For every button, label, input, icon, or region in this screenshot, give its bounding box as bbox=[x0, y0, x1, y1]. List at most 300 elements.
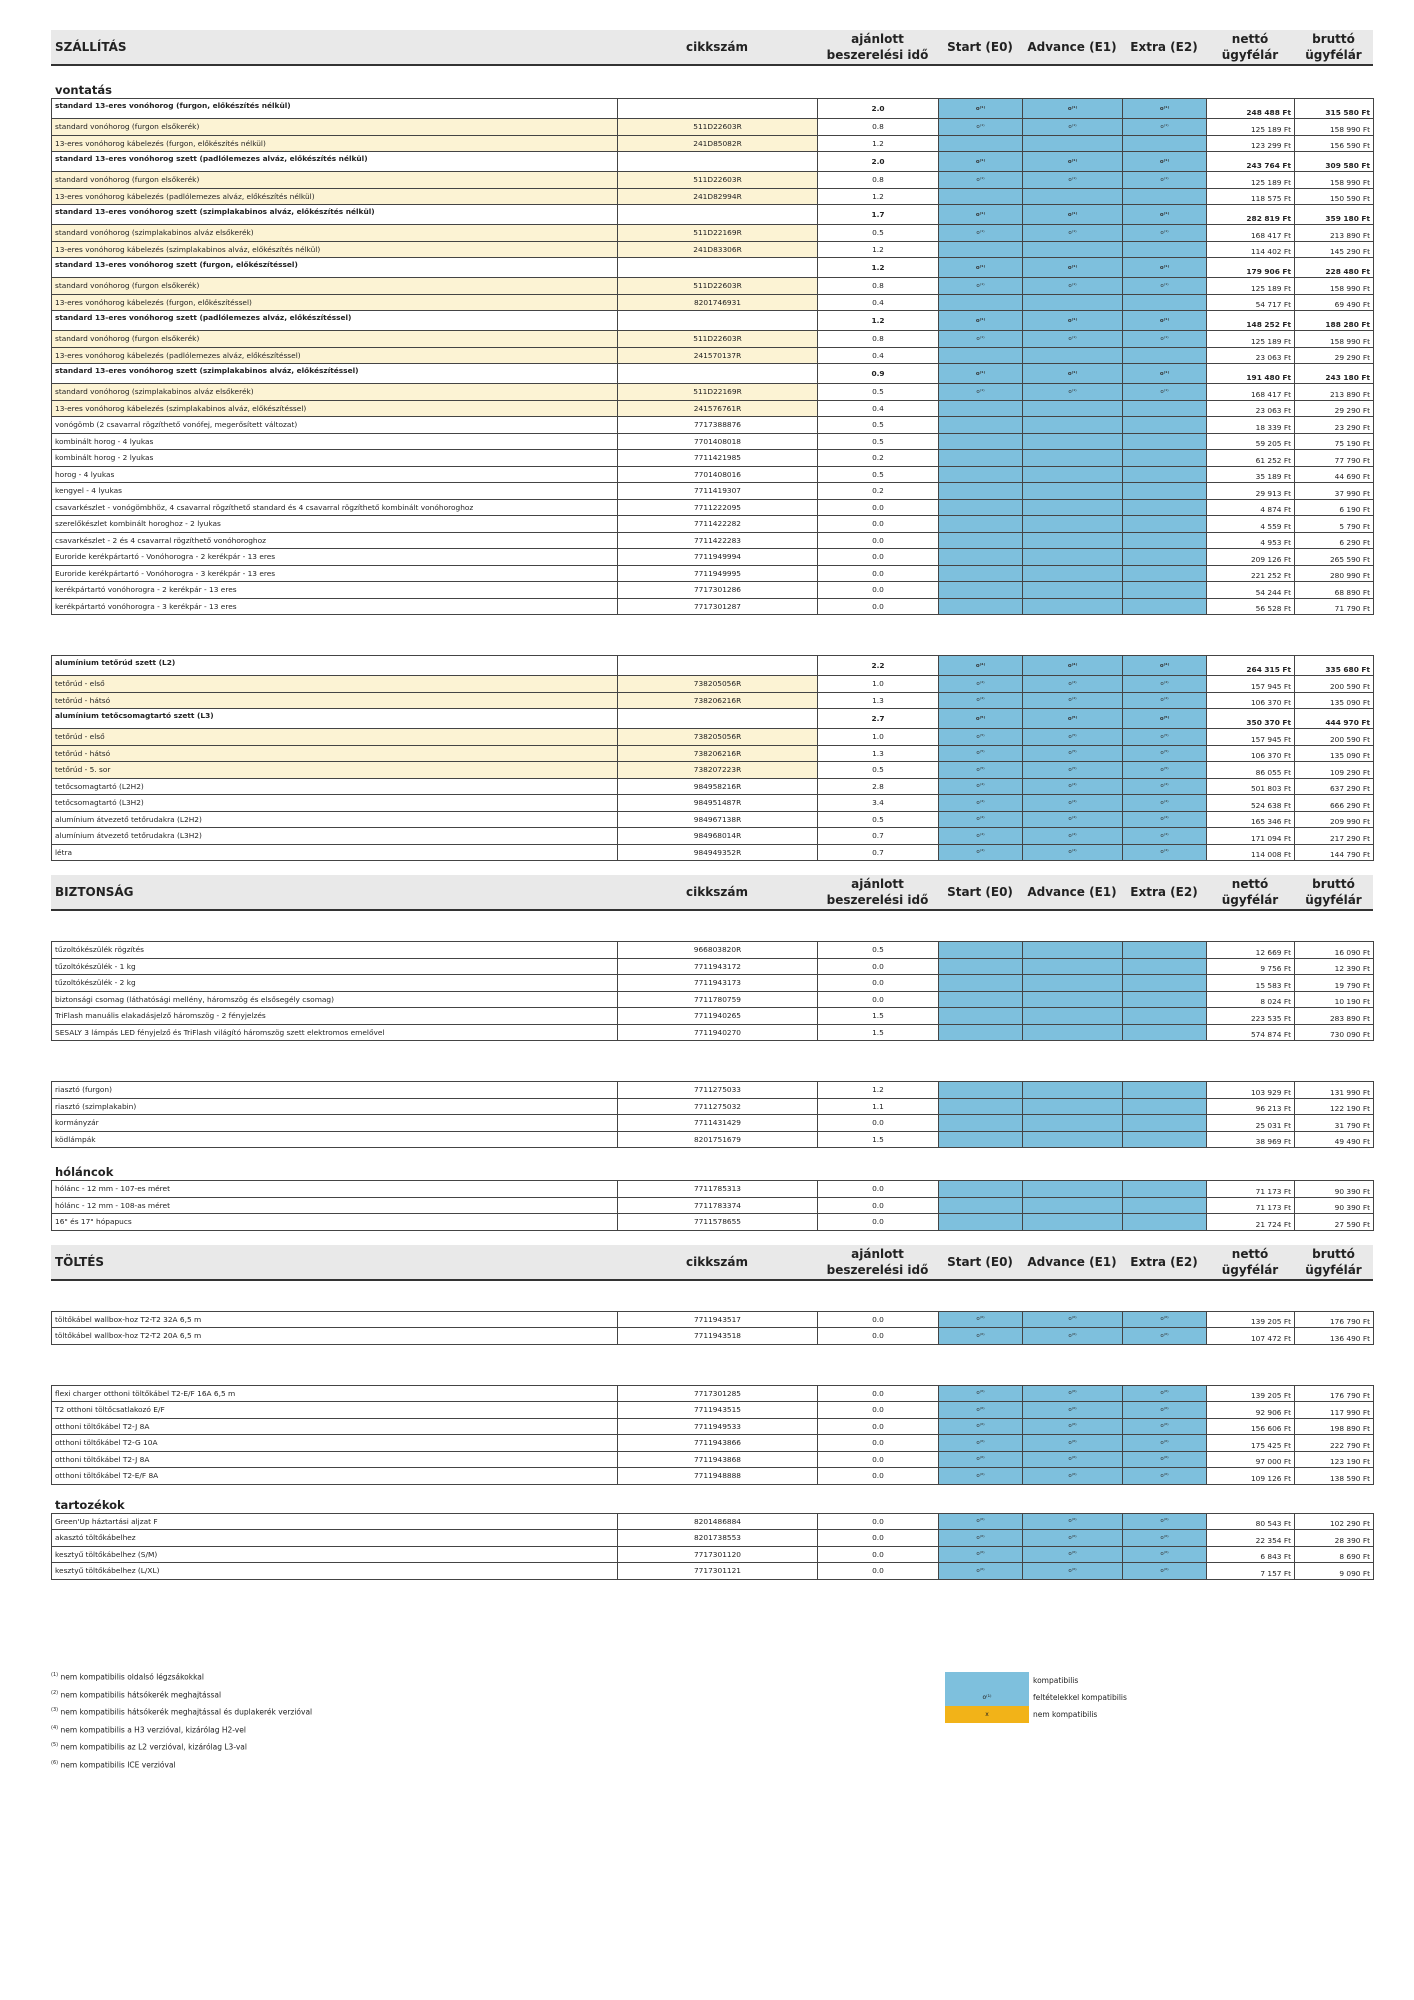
product-name: tetőcsomagtartó (L3H2) bbox=[52, 795, 618, 812]
compat-e2 bbox=[1123, 1008, 1207, 1025]
part-number: 7717301121 bbox=[618, 1563, 818, 1580]
compat-e0 bbox=[939, 582, 1023, 599]
col-header-e2: Extra (E2) bbox=[1130, 40, 1198, 54]
compat-e2 bbox=[1123, 499, 1207, 516]
compat-e2: o⁽⁶⁾ bbox=[1123, 1546, 1207, 1563]
net-price: 123 299 Ft bbox=[1207, 135, 1295, 152]
compat-e1: o⁽¹⁾ bbox=[1023, 152, 1123, 172]
compat-e0: o⁽⁵⁾ bbox=[939, 729, 1023, 746]
compat-e0: o⁽⁴⁾ bbox=[939, 811, 1023, 828]
gross-price: 90 390 Ft bbox=[1295, 1181, 1374, 1198]
net-price: 59 205 Ft bbox=[1207, 433, 1295, 450]
compat-e0 bbox=[939, 942, 1023, 959]
install-time: 1.2 bbox=[818, 1082, 939, 1099]
gross-price: 12 390 Ft bbox=[1295, 958, 1374, 975]
compat-e0: o⁽¹⁾ bbox=[939, 172, 1023, 189]
footnote bbox=[51, 1742, 312, 1760]
table-row bbox=[52, 483, 1374, 500]
part-number: 7711275033 bbox=[618, 1082, 818, 1099]
compat-e2: o⁽⁴⁾ bbox=[1123, 795, 1207, 812]
gross-price: 5 790 Ft bbox=[1295, 516, 1374, 533]
col-header-gross: bruttó ügyfélár bbox=[1305, 32, 1362, 62]
compat-e0 bbox=[939, 1008, 1023, 1025]
table-row bbox=[52, 975, 1374, 992]
compat-e0: o⁽¹⁾ bbox=[939, 225, 1023, 242]
install-time: 0.0 bbox=[818, 1546, 939, 1563]
net-price: 248 488 Ft bbox=[1207, 99, 1295, 119]
product-name: alumínium tetőrúd szett (L2) bbox=[52, 656, 618, 676]
compat-e0: o⁽⁴⁾ bbox=[939, 844, 1023, 861]
product-name: otthoni töltőkábel T2-G 10A bbox=[52, 1435, 618, 1452]
install-time: 1.2 bbox=[818, 188, 939, 205]
table-row bbox=[52, 1311, 1374, 1328]
compat-e2: o⁽¹⁾ bbox=[1123, 258, 1207, 278]
install-time: 2.2 bbox=[818, 656, 939, 676]
product-name: tűzoltókészülék rögzítés bbox=[52, 942, 618, 959]
compat-e1 bbox=[1023, 1024, 1123, 1041]
col-header-time: ajánlott beszerelési idő bbox=[826, 32, 929, 62]
install-time: 2.7 bbox=[818, 709, 939, 729]
table-row bbox=[52, 942, 1374, 959]
net-price: 125 189 Ft bbox=[1207, 278, 1295, 295]
compat-e1 bbox=[1023, 942, 1123, 959]
compat-e0: o⁽¹⁾ bbox=[939, 119, 1023, 136]
table-row bbox=[52, 99, 1374, 119]
product-name: töltőkábel wallbox-hoz T2-T2 32A 6,5 m bbox=[52, 1311, 618, 1328]
compat-e2: o⁽¹⁾ bbox=[1123, 225, 1207, 242]
install-time: 0.4 bbox=[818, 400, 939, 417]
gross-price: 123 190 Ft bbox=[1295, 1451, 1374, 1468]
install-time: 1.0 bbox=[818, 729, 939, 746]
table-row bbox=[52, 278, 1374, 295]
gross-price: 109 290 Ft bbox=[1295, 762, 1374, 779]
table-row bbox=[52, 1435, 1374, 1452]
install-time: 0.0 bbox=[818, 1197, 939, 1214]
part-number: 8201746931 bbox=[618, 294, 818, 311]
table-row bbox=[52, 1115, 1374, 1132]
install-time: 1.2 bbox=[818, 311, 939, 331]
net-price: 7 157 Ft bbox=[1207, 1563, 1295, 1580]
gross-price: 27 590 Ft bbox=[1295, 1214, 1374, 1231]
install-time: 0.0 bbox=[818, 1311, 939, 1328]
compat-e1: o⁽¹⁾ bbox=[1023, 205, 1123, 225]
gross-price: 730 090 Ft bbox=[1295, 1024, 1374, 1041]
product-name: csavarkészlet - 2 és 4 csavarral rögzíthető vonóhoroghoz bbox=[52, 532, 618, 549]
product-name: 13-eres vonóhorog kábelezés (furgon, előkészítés nélkül) bbox=[52, 135, 618, 152]
product-name: tetőrúd - első bbox=[52, 676, 618, 693]
net-price: 61 252 Ft bbox=[1207, 450, 1295, 467]
compat-e2 bbox=[1123, 1197, 1207, 1214]
table-row bbox=[52, 433, 1374, 450]
install-time: 1.5 bbox=[818, 1024, 939, 1041]
gross-price: 158 990 Ft bbox=[1295, 278, 1374, 295]
compat-e1: o⁽⁶⁾ bbox=[1023, 1311, 1123, 1328]
product-name: tetőrúd - 5. sor bbox=[52, 762, 618, 779]
compat-e2 bbox=[1123, 991, 1207, 1008]
table-row bbox=[52, 225, 1374, 242]
section-title: BIZTONSÁG bbox=[55, 885, 134, 899]
part-number: 241570137R bbox=[618, 347, 818, 364]
compat-e0: o⁽⁴⁾ bbox=[939, 692, 1023, 709]
part-number: 511D22603R bbox=[618, 119, 818, 136]
col-header-gross: bruttó ügyfélár bbox=[1305, 1246, 1362, 1277]
price-list-page bbox=[51, 30, 1373, 1580]
part-number: 984958216R bbox=[618, 778, 818, 795]
product-name: tetőrúd - hátsó bbox=[52, 745, 618, 762]
part-number: 7711419307 bbox=[618, 483, 818, 500]
product-name: standard 13-eres vonóhorog szett (padlólemezes alváz, előkészítéssel) bbox=[52, 311, 618, 331]
part-number: 7711785313 bbox=[618, 1181, 818, 1198]
product-name: vonógömb (2 csavarral rögzíthető vonófej, megerősített változat) bbox=[52, 417, 618, 434]
table-row bbox=[52, 795, 1374, 812]
install-time: 0.0 bbox=[818, 991, 939, 1008]
compat-e2 bbox=[1123, 1098, 1207, 1115]
compat-e0 bbox=[939, 400, 1023, 417]
install-time: 0.0 bbox=[818, 1181, 939, 1198]
compat-e2 bbox=[1123, 241, 1207, 258]
part-number: 7711578655 bbox=[618, 1214, 818, 1231]
net-price: 501 803 Ft bbox=[1207, 778, 1295, 795]
net-price: 148 252 Ft bbox=[1207, 311, 1295, 331]
product-name: T2 otthoni töltőcsatlakozó E/F bbox=[52, 1402, 618, 1419]
table-row bbox=[52, 1181, 1374, 1198]
compat-e1: o⁽⁶⁾ bbox=[1023, 1513, 1123, 1530]
compat-e2 bbox=[1123, 1024, 1207, 1041]
part-number: 7701408018 bbox=[618, 433, 818, 450]
table-row bbox=[52, 729, 1374, 746]
install-time: 0.0 bbox=[818, 598, 939, 615]
part-number: 8201486884 bbox=[618, 1513, 818, 1530]
install-time: 0.4 bbox=[818, 347, 939, 364]
part-number bbox=[618, 152, 818, 172]
gross-price: 217 290 Ft bbox=[1295, 828, 1374, 845]
part-number: 7717301120 bbox=[618, 1546, 818, 1563]
compat-e1: o⁽⁴⁾ bbox=[1023, 692, 1123, 709]
compat-e0 bbox=[939, 1197, 1023, 1214]
compat-e1: o⁽⁶⁾ bbox=[1023, 1563, 1123, 1580]
compat-e2 bbox=[1123, 188, 1207, 205]
compat-e2 bbox=[1123, 582, 1207, 599]
gross-price: 145 290 Ft bbox=[1295, 241, 1374, 258]
install-time: 1.1 bbox=[818, 1098, 939, 1115]
compat-e0 bbox=[939, 549, 1023, 566]
product-name: Green'Up háztartási aljzat F bbox=[52, 1513, 618, 1530]
compat-e2 bbox=[1123, 1131, 1207, 1148]
compat-e1: o⁽¹⁾ bbox=[1023, 225, 1123, 242]
install-time: 0.0 bbox=[818, 1328, 939, 1345]
product-name: standard vonóhorog (furgon elsőkerék) bbox=[52, 278, 618, 295]
gross-price: 222 790 Ft bbox=[1295, 1435, 1374, 1452]
product-name: tetőcsomagtartó (L2H2) bbox=[52, 778, 618, 795]
compat-e1 bbox=[1023, 549, 1123, 566]
compat-e0: o⁽¹⁾ bbox=[939, 311, 1023, 331]
net-price: 350 370 Ft bbox=[1207, 709, 1295, 729]
install-time: 0.0 bbox=[818, 582, 939, 599]
compat-e1: o⁽⁶⁾ bbox=[1023, 1328, 1123, 1345]
col-header-net: nettó ügyfélár bbox=[1221, 32, 1279, 62]
product-name: kombinált horog - 2 lyukas bbox=[52, 450, 618, 467]
gross-price: 209 990 Ft bbox=[1295, 811, 1374, 828]
footnote-text: nem kompatibilis a H3 verzióval, kizárólag H2-vel bbox=[60, 1725, 246, 1734]
table-row bbox=[52, 1513, 1374, 1530]
table-row bbox=[52, 778, 1374, 795]
net-price: 4 953 Ft bbox=[1207, 532, 1295, 549]
col-header-e0: Start (E0) bbox=[947, 885, 1013, 899]
compat-e0 bbox=[939, 1214, 1023, 1231]
part-number bbox=[618, 364, 818, 384]
col-header-e2: Extra (E2) bbox=[1130, 1254, 1198, 1269]
compat-e1 bbox=[1023, 499, 1123, 516]
compat-e1: o⁽⁵⁾ bbox=[1023, 762, 1123, 779]
product-name: 16" és 17" hópapucs bbox=[52, 1214, 618, 1231]
compat-e1: o⁽⁴⁾ bbox=[1023, 778, 1123, 795]
col-header-e1: Advance (E1) bbox=[1027, 885, 1117, 899]
net-price: 18 339 Ft bbox=[1207, 417, 1295, 434]
install-time: 0.5 bbox=[818, 811, 939, 828]
footnote bbox=[51, 1707, 312, 1725]
compat-e2: o⁽⁶⁾ bbox=[1123, 1418, 1207, 1435]
install-time: 0.0 bbox=[818, 975, 939, 992]
compat-e1 bbox=[1023, 1214, 1123, 1231]
col-header-net: nettó ügyfélár bbox=[1221, 877, 1279, 907]
gross-price: 16 090 Ft bbox=[1295, 942, 1374, 959]
compat-e0: o⁽⁴⁾ bbox=[939, 656, 1023, 676]
gross-price: 68 890 Ft bbox=[1295, 582, 1374, 599]
compat-e2 bbox=[1123, 565, 1207, 582]
product-name: tűzoltókészülék - 2 kg bbox=[52, 975, 618, 992]
product-name: hólánc - 12 mm - 108-as méret bbox=[52, 1197, 618, 1214]
compat-e0: o⁽¹⁾ bbox=[939, 258, 1023, 278]
compat-e2 bbox=[1123, 417, 1207, 434]
net-price: 23 063 Ft bbox=[1207, 400, 1295, 417]
compat-e0: o⁽⁶⁾ bbox=[939, 1451, 1023, 1468]
subsection-title: vontatás bbox=[55, 83, 112, 97]
install-time: 0.5 bbox=[818, 942, 939, 959]
install-time: 0.7 bbox=[818, 844, 939, 861]
product-name: riasztó (szimplakabin) bbox=[52, 1098, 618, 1115]
table-row bbox=[52, 811, 1374, 828]
part-number: 7717301286 bbox=[618, 582, 818, 599]
compat-e1 bbox=[1023, 347, 1123, 364]
product-name: töltőkábel wallbox-hoz T2-T2 20A 6,5 m bbox=[52, 1328, 618, 1345]
compat-e1 bbox=[1023, 958, 1123, 975]
net-price: 4 559 Ft bbox=[1207, 516, 1295, 533]
compat-e1: o⁽¹⁾ bbox=[1023, 331, 1123, 348]
table-row bbox=[52, 1024, 1374, 1041]
product-name: TriFlash manuális elakadásjelző háromszög - 2 fényjelzés bbox=[52, 1008, 618, 1025]
compat-e1 bbox=[1023, 400, 1123, 417]
compat-e2: o⁽⁶⁾ bbox=[1123, 1385, 1207, 1402]
compat-e2: o⁽⁴⁾ bbox=[1123, 692, 1207, 709]
part-number: 738207223R bbox=[618, 762, 818, 779]
col-header-code: cikkszám bbox=[686, 1254, 748, 1269]
install-time: 0.0 bbox=[818, 1418, 939, 1435]
compat-e0 bbox=[939, 1181, 1023, 1198]
part-number: 738206216R bbox=[618, 745, 818, 762]
install-time: 1.0 bbox=[818, 676, 939, 693]
compat-e0: o⁽¹⁾ bbox=[939, 278, 1023, 295]
compat-e1: o⁽⁵⁾ bbox=[1023, 709, 1123, 729]
compat-e2 bbox=[1123, 975, 1207, 992]
table-row bbox=[52, 692, 1374, 709]
compat-e0 bbox=[939, 241, 1023, 258]
compat-e1 bbox=[1023, 1131, 1123, 1148]
gross-price: 135 090 Ft bbox=[1295, 745, 1374, 762]
gross-price: 138 590 Ft bbox=[1295, 1468, 1374, 1485]
net-price: 8 024 Ft bbox=[1207, 991, 1295, 1008]
compat-e2 bbox=[1123, 450, 1207, 467]
install-time: 0.0 bbox=[818, 1513, 939, 1530]
install-time: 0.0 bbox=[818, 1563, 939, 1580]
part-number: 7711943172 bbox=[618, 958, 818, 975]
table-row bbox=[52, 331, 1374, 348]
compat-e0: o⁽¹⁾ bbox=[939, 331, 1023, 348]
gross-price: 122 190 Ft bbox=[1295, 1098, 1374, 1115]
install-time: 0.0 bbox=[818, 1468, 939, 1485]
compat-e2 bbox=[1123, 942, 1207, 959]
compat-e0 bbox=[939, 991, 1023, 1008]
part-number: 966803820R bbox=[618, 942, 818, 959]
product-name: kengyel - 4 lyukas bbox=[52, 483, 618, 500]
table-row bbox=[52, 1451, 1374, 1468]
net-price: 21 724 Ft bbox=[1207, 1214, 1295, 1231]
part-number: 7711943518 bbox=[618, 1328, 818, 1345]
gross-price: 19 790 Ft bbox=[1295, 975, 1374, 992]
part-number bbox=[618, 99, 818, 119]
compat-e0 bbox=[939, 1024, 1023, 1041]
part-number bbox=[618, 656, 818, 676]
install-time: 0.0 bbox=[818, 1214, 939, 1231]
gross-price: 335 680 Ft bbox=[1295, 656, 1374, 676]
table-row bbox=[52, 450, 1374, 467]
compat-e2: o⁽¹⁾ bbox=[1123, 152, 1207, 172]
part-number: 984968014R bbox=[618, 828, 818, 845]
compat-e1: o⁽⁶⁾ bbox=[1023, 1530, 1123, 1547]
col-header-e0: Start (E0) bbox=[947, 1254, 1013, 1269]
gross-price: 6 290 Ft bbox=[1295, 532, 1374, 549]
table-row bbox=[52, 258, 1374, 278]
compat-e0 bbox=[939, 135, 1023, 152]
compat-e2: o⁽¹⁾ bbox=[1123, 364, 1207, 384]
compat-e1: o⁽¹⁾ bbox=[1023, 172, 1123, 189]
table-row bbox=[52, 364, 1374, 384]
compat-e2: o⁽¹⁾ bbox=[1123, 99, 1207, 119]
footnote-number: (2) bbox=[51, 1689, 59, 1696]
product-name: otthoni töltőkábel T2-J 8A bbox=[52, 1418, 618, 1435]
compat-e2 bbox=[1123, 549, 1207, 566]
table-row bbox=[52, 844, 1374, 861]
install-time: 0.5 bbox=[818, 466, 939, 483]
price-table bbox=[51, 98, 1374, 615]
part-number: 7717388876 bbox=[618, 417, 818, 434]
install-time: 0.0 bbox=[818, 499, 939, 516]
compat-e2 bbox=[1123, 347, 1207, 364]
compat-e1: o⁽¹⁾ bbox=[1023, 384, 1123, 401]
gross-price: 283 890 Ft bbox=[1295, 1008, 1374, 1025]
compat-e0 bbox=[939, 450, 1023, 467]
compat-e1: o⁽⁶⁾ bbox=[1023, 1435, 1123, 1452]
net-price: 114 402 Ft bbox=[1207, 241, 1295, 258]
product-name: 13-eres vonóhorog kábelezés (szimplakabinos alváz, előkészítéssel) bbox=[52, 400, 618, 417]
compat-e1: o⁽⁴⁾ bbox=[1023, 828, 1123, 845]
col-header-e2: Extra (E2) bbox=[1130, 885, 1198, 899]
net-price: 106 370 Ft bbox=[1207, 745, 1295, 762]
product-name: kerékpártartó vonóhorogra - 3 kerékpár - 13 eres bbox=[52, 598, 618, 615]
net-price: 156 606 Ft bbox=[1207, 1418, 1295, 1435]
product-name: ködlámpák bbox=[52, 1131, 618, 1148]
table-row bbox=[52, 565, 1374, 582]
subsection-title: tartozékok bbox=[55, 1497, 125, 1512]
gross-price: 176 790 Ft bbox=[1295, 1385, 1374, 1402]
part-number: 7711949994 bbox=[618, 549, 818, 566]
table-row bbox=[52, 1008, 1374, 1025]
compat-e1: o⁽⁶⁾ bbox=[1023, 1451, 1123, 1468]
gross-price: 158 990 Ft bbox=[1295, 119, 1374, 136]
col-header-time: ajánlott beszerelési idő bbox=[826, 877, 929, 907]
compat-e0 bbox=[939, 532, 1023, 549]
net-price: 56 528 Ft bbox=[1207, 598, 1295, 615]
compat-e0: o⁽⁶⁾ bbox=[939, 1418, 1023, 1435]
install-time: 0.0 bbox=[818, 516, 939, 533]
compat-e1: o⁽⁴⁾ bbox=[1023, 844, 1123, 861]
table-row bbox=[52, 582, 1374, 599]
product-name: otthoni töltőkábel T2-J 8A bbox=[52, 1451, 618, 1468]
gross-price: 102 290 Ft bbox=[1295, 1513, 1374, 1530]
table-row bbox=[52, 549, 1374, 566]
gross-price: 315 580 Ft bbox=[1295, 99, 1374, 119]
compat-e2: o⁽⁵⁾ bbox=[1123, 709, 1207, 729]
table-row bbox=[52, 828, 1374, 845]
compat-e2: o⁽⁴⁾ bbox=[1123, 676, 1207, 693]
net-price: 25 031 Ft bbox=[1207, 1115, 1295, 1132]
gross-price: 131 990 Ft bbox=[1295, 1082, 1374, 1099]
compat-e1: o⁽⁴⁾ bbox=[1023, 676, 1123, 693]
net-price: 96 213 Ft bbox=[1207, 1098, 1295, 1115]
table-row bbox=[52, 709, 1374, 729]
compat-e1 bbox=[1023, 1197, 1123, 1214]
gross-price: 666 290 Ft bbox=[1295, 795, 1374, 812]
table-row bbox=[52, 1418, 1374, 1435]
gross-price: 117 990 Ft bbox=[1295, 1402, 1374, 1419]
compat-e1: o⁽¹⁾ bbox=[1023, 99, 1123, 119]
compat-e0: o⁽¹⁾ bbox=[939, 384, 1023, 401]
table-row bbox=[52, 516, 1374, 533]
table-row bbox=[52, 294, 1374, 311]
section-header-toltes bbox=[51, 1245, 1373, 1281]
gross-price: 213 890 Ft bbox=[1295, 384, 1374, 401]
footnote-number: (1) bbox=[51, 1672, 59, 1678]
table-row bbox=[52, 1131, 1374, 1148]
net-price: 9 756 Ft bbox=[1207, 958, 1295, 975]
compat-e1: o⁽¹⁾ bbox=[1023, 119, 1123, 136]
part-number: 7717301285 bbox=[618, 1385, 818, 1402]
table-row bbox=[52, 466, 1374, 483]
net-price: 221 252 Ft bbox=[1207, 565, 1295, 582]
table-row bbox=[52, 656, 1374, 676]
compat-e2: o⁽¹⁾ bbox=[1123, 311, 1207, 331]
price-table bbox=[51, 1081, 1374, 1148]
compat-e0: o⁽⁶⁾ bbox=[939, 1311, 1023, 1328]
net-price: 80 543 Ft bbox=[1207, 1513, 1295, 1530]
table-row bbox=[52, 347, 1374, 364]
part-number bbox=[618, 205, 818, 225]
part-number: 7711943868 bbox=[618, 1451, 818, 1468]
table-row bbox=[52, 676, 1374, 693]
compat-e2: o⁽⁴⁾ bbox=[1123, 828, 1207, 845]
part-number: 738206216R bbox=[618, 692, 818, 709]
net-price: 157 945 Ft bbox=[1207, 729, 1295, 746]
part-number: 8201738553 bbox=[618, 1530, 818, 1547]
